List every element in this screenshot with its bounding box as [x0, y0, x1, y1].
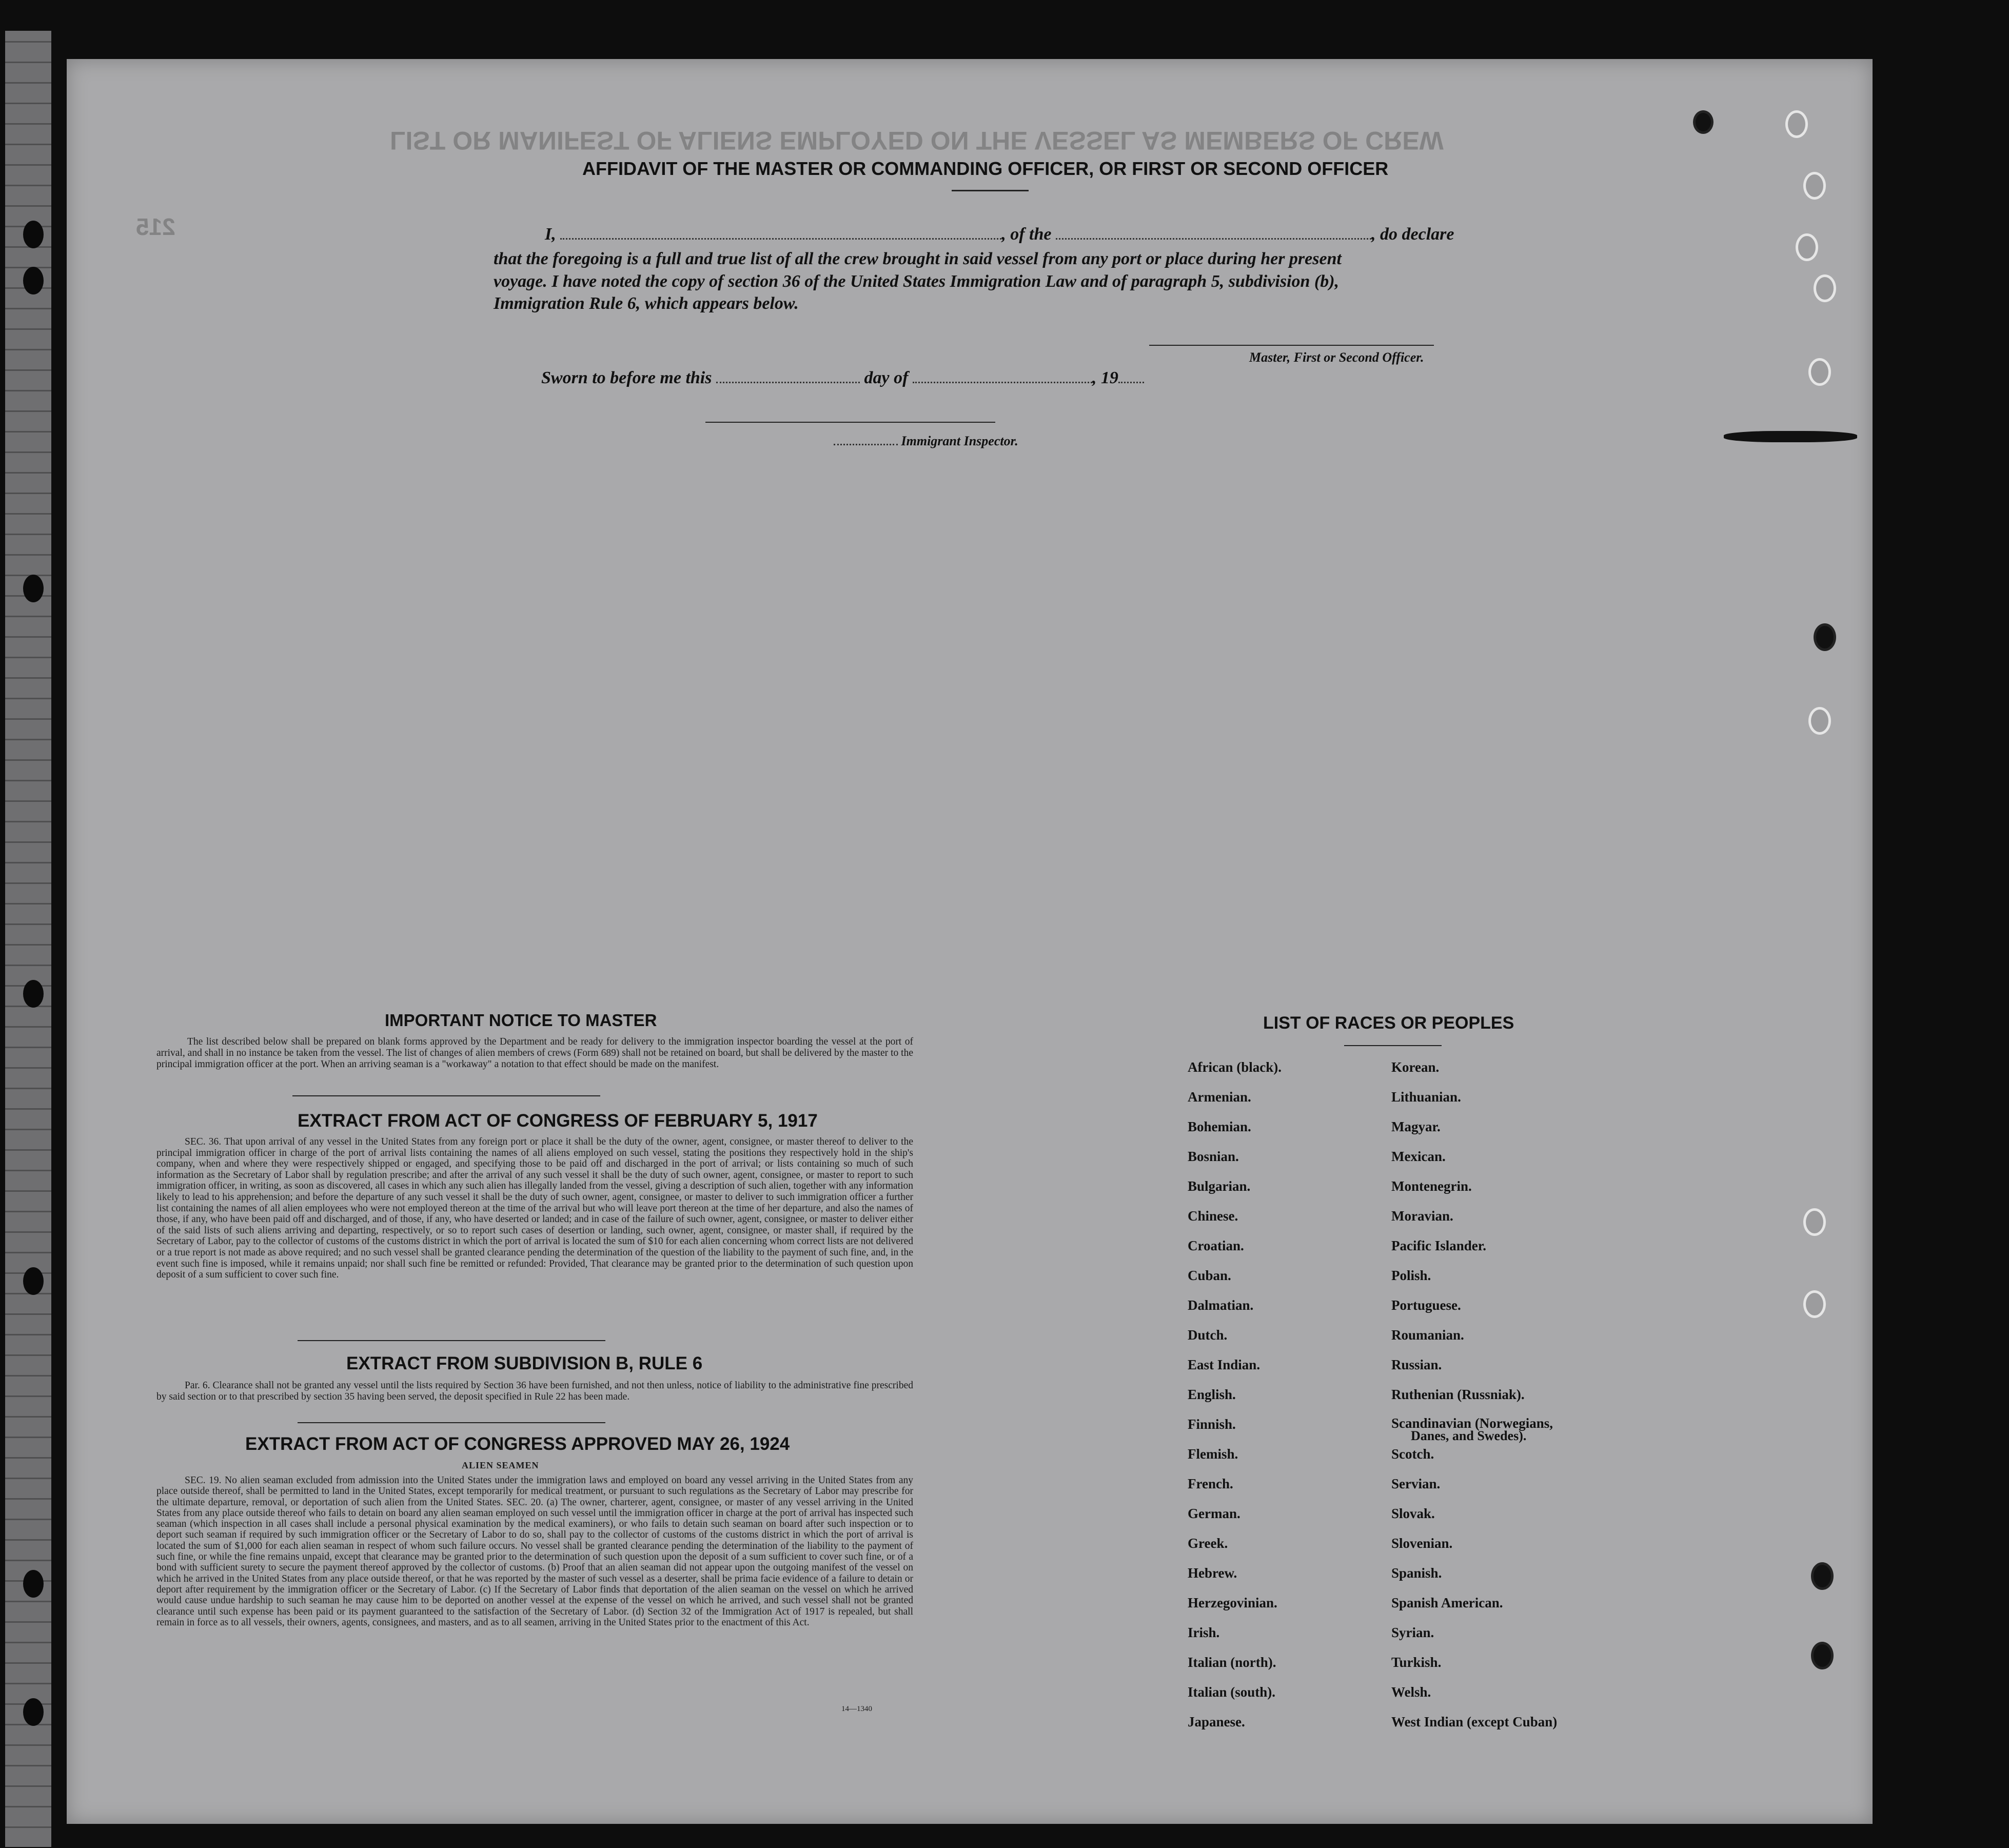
race-item [1391, 1565, 1557, 1595]
races-column-2 [1391, 1059, 1557, 1744]
race-label: Russian. [1391, 1357, 1442, 1372]
race-label: Syrian. [1391, 1625, 1434, 1640]
punch-hole [1808, 707, 1831, 735]
race-label: Irish. [1188, 1625, 1220, 1640]
race-label: Chinese. [1188, 1208, 1238, 1224]
race-label: Slovenian. [1391, 1536, 1453, 1551]
race-label: Mexican. [1391, 1149, 1446, 1164]
binding-hole [23, 267, 44, 294]
section-rule [298, 1422, 605, 1423]
race-label: Croatian. [1188, 1238, 1244, 1253]
affidavit-line-2: that the foregoing is a full and true list of all the crew brought in said vessel from any port or place during her present [494, 249, 1342, 268]
race-label: Pacific Islander. [1391, 1238, 1486, 1253]
race-item [1391, 1238, 1557, 1268]
sworn-line [541, 368, 1144, 388]
race-item [1391, 1595, 1557, 1625]
affidavit-i: I, [545, 225, 556, 244]
year-text: , 19 [1092, 368, 1118, 387]
race-item [1391, 1297, 1557, 1327]
punch-hole [1803, 1290, 1826, 1318]
race-item [1188, 1059, 1282, 1089]
punch-hole [1803, 1208, 1826, 1236]
race-item [1391, 1417, 1557, 1446]
bleed-through-heading: LIST OR MANIFEST OF ALIENS EMPLOYED ON THE VESSEL AS MEMBERS OF CREW [390, 126, 1444, 155]
notice-title: IMPORTANT NOTICE TO MASTER [385, 1011, 657, 1030]
race-label: Slovak. [1391, 1506, 1435, 1521]
race-label: Italian (north). [1188, 1655, 1276, 1670]
inspector-label: Immigrant Inspector. [901, 434, 1018, 448]
affidavit-declare: , do declare [1371, 225, 1454, 244]
punch-hole [1811, 1642, 1834, 1669]
race-item [1188, 1625, 1282, 1655]
race-label: Cuban. [1188, 1268, 1231, 1283]
race-label: Flemish. [1188, 1446, 1238, 1462]
races-title-rule [1344, 1045, 1442, 1046]
binding-hole [23, 1698, 44, 1726]
race-label: Korean. [1391, 1059, 1440, 1075]
extract-1924-text: SEC. 19. No alien seaman excluded from admission into the United States under the immigration laws and employed on board any vessel arriving in the United States from any place outside thereof, shall be permitted to land in the United States, except temporarily for medical treatment, or pursuant to such regulations as the Secretary of Labor may prescribe for the ultimate departure, removal, or deportation of such alien from the United States. SEC. 20. (a) The owner, charterer, agent, consignee, or master of any vessel arriving in the United States from any place outside thereof who fails to detain on board any alien seaman employed on such vessel until the immigration officer in charge at the port of arrival has inspected such seaman (which inspection in all cases shall include a personal physical examination by the medical examiners), or who fails to detain such seaman on board after such inspection or to deport such seaman if required by such immigration officer or the Secretary of Labor to do so, shall pay to the collector of customs of the customs district in which the port of arrival is located the sum of $1,000 for each alien seaman in respect of whom such failure occurs. No vessel shall be granted clearance pending the determination of the liability to the payment of such fine, or while the fine remains unpaid, except that clearance may be granted prior to the determination of such question upon the deposit of a sum sufficient to cover such fine, or of a bond with sufficient surety to secure the payment thereof approved by the collector of customs. (b) Proof that an alien seaman did not appear upon the outgoing manifest of the vessel on which he arrived in the United States from any place outside thereof, or that he was reported by the master of such vessel as a deserter, shall be prima facie evidence of a failure to detain or deport after requirement by the immigration officer or the Secretary of Labor. (c) If the Secretary of Labor finds that deportation of the alien seaman on the vessel on which he arrived would cause undue hardship to such seaman he may cause him to be deported on another vessel at the expense of the vessel on which he arrived, and such vessel shall not be granted clearance until such expense has been paid or its payment guaranteed to the satisfaction of the Secretary of Labor. (d) Section 32 of the Immigration Act of 1917 is repealed, but shall remain in force as to all vessels, their owners, agents, consignees, and masters, and as to all seamen, arriving in the United States prior to the enactment of this Act. [156, 1475, 913, 1628]
race-item [1391, 1536, 1557, 1565]
race-item [1391, 1149, 1557, 1178]
race-item [1188, 1268, 1282, 1297]
punch-hole [1785, 110, 1808, 138]
rule-6-title: EXTRACT FROM SUBDIVISION B, RULE 6 [346, 1353, 703, 1373]
race-label-continued: Danes, and Swedes). [1411, 1428, 1527, 1443]
affidavit-line-3: voyage. I have noted the copy of section 36 of the United States Immigration Law and of paragraph 5, subdivision (b), [494, 272, 1340, 291]
sworn-text: Sworn to before me this [541, 368, 712, 387]
race-label: Bohemian. [1188, 1119, 1251, 1134]
extract-1917-title: EXTRACT FROM ACT OF CONGRESS OF FEBRUARY 5, 1917 [298, 1111, 818, 1131]
punch-hole [1814, 274, 1836, 302]
race-label: Scotch. [1391, 1446, 1434, 1462]
race-label: English. [1188, 1387, 1236, 1402]
race-item [1188, 1208, 1282, 1238]
race-item [1391, 1446, 1557, 1476]
race-item [1188, 1565, 1282, 1595]
race-label: Italian (south). [1188, 1684, 1276, 1700]
punch-hole [1693, 110, 1713, 134]
race-label: Montenegrin. [1391, 1178, 1472, 1194]
title-rule [952, 190, 1029, 191]
race-item [1391, 1476, 1557, 1506]
affidavit-of-the: , of the [1001, 225, 1052, 244]
inspector-label-line [834, 434, 1018, 449]
race-label: Japanese. [1188, 1714, 1245, 1729]
race-item [1188, 1476, 1282, 1506]
sworn-year-blank[interactable] [1118, 369, 1144, 383]
race-label: Ruthenian (Russniak). [1391, 1387, 1525, 1402]
ink-smudge [1724, 431, 1857, 442]
race-label: Roumanian. [1391, 1327, 1464, 1343]
race-item [1188, 1595, 1282, 1625]
extract-1917-text: SEC. 36. That upon arrival of any vessel in the United States from any foreign port or place it shall be the duty of the owner, agent, consignee, or master thereof to deliver to the principal immigration officer in charge of the port of arrival lists containing the names of all aliens employed on such vessel, stating the positions they respectively hold in the ship's company, when and where they were respectively shipped or engaged, and specifying those to be paid off and discharged in the port of arrival; or lists containing so much of such information as the Secretary of Labor shall by regulation prescribe; and after the arrival of any such vessel it shall be the duty of such owner, agent, consignee, or master to report to such immigration officer, in writing, as soon as discovered, all cases in which any such alien has illegally landed from the vessel, giving a description of such alien, together with any information likely to lead to his apprehension; and before the departure of any such vessel it shall be the duty of such owner, agent, consignee, or master to deliver to such immigration officer a further list containing the names of all alien employees who were not employed thereon at the time of the arrival but who will leave port thereon at the time of her departure, and also the names of those, if any, who have been paid off and discharged, and of those, if any, who have deserted or landed; and in case of the failure of such owner, agent, consignee, or master to deliver either of the said lists of such aliens arriving and departing, respectively, or so to report such cases of desertion or landing, such owner, agent, consignee, or master shall, if required by the Secretary of Labor, pay to the collector of customs of the customs district in which the port of arrival is located the sum of $10 for each alien concerning whom correct lists are not delivered or a true report is not made as above required; and no such vessel shall be granted clearance pending the determination of the question of the liability to the payment of such fine, and, in the event such fine is imposed, while it remains unpaid; nor shall such fine be remitted or refunded: Provided, That clearance may be granted prior to the determination of such question upon deposit of a sum sufficient to cover such fine. [156, 1136, 913, 1281]
day-of-text: day of [864, 368, 909, 387]
race-item [1188, 1178, 1282, 1208]
race-item [1188, 1714, 1282, 1744]
punch-hole [1814, 623, 1836, 651]
form-number: 14—1340 [841, 1705, 872, 1713]
binding-hole [23, 575, 44, 602]
race-label: Armenian. [1188, 1089, 1251, 1105]
master-signature-label: Master, First or Second Officer. [1249, 350, 1424, 365]
vessel-blank[interactable] [1056, 226, 1371, 240]
section-rule [298, 1340, 605, 1341]
race-label: Portuguese. [1391, 1297, 1461, 1313]
master-signature-line[interactable] [1149, 345, 1434, 346]
bleed-through-number: 215 [136, 213, 175, 240]
race-item [1188, 1655, 1282, 1684]
race-label: Dalmatian. [1188, 1297, 1254, 1313]
race-label: Bosnian. [1188, 1149, 1239, 1164]
extract-1924-title: EXTRACT FROM ACT OF CONGRESS APPROVED MAY 26, 1924 [245, 1434, 790, 1454]
race-label: Finnish. [1188, 1417, 1236, 1432]
race-label: Servian. [1391, 1476, 1441, 1491]
race-label: Spanish American. [1391, 1595, 1503, 1610]
race-item [1391, 1327, 1557, 1357]
race-item [1188, 1446, 1282, 1476]
inspector-dots [834, 437, 898, 445]
race-item [1391, 1506, 1557, 1536]
affidavit-line-1 [545, 225, 1454, 244]
alien-seamen-subtitle: ALIEN SEAMEN [462, 1460, 539, 1470]
races-title: LIST OF RACES OR PEOPLES [1263, 1013, 1514, 1033]
race-label: African (black). [1188, 1059, 1282, 1075]
race-item [1188, 1327, 1282, 1357]
race-item [1391, 1089, 1557, 1119]
rule-6-text: Par. 6. Clearance shall not be granted any vessel until the lists required by Section 36 have been furnished, and not then unless, notice of liability to the administrative fine prescribed by said section or to that prescribed by section 35 having been served, the deposit specified in Rule 22 has been made. [156, 1380, 913, 1402]
race-item [1188, 1238, 1282, 1268]
sworn-month-blank[interactable] [913, 369, 1092, 383]
race-label: Welsh. [1391, 1684, 1431, 1700]
race-item [1391, 1208, 1557, 1238]
binding-hole [23, 1267, 44, 1295]
race-item [1391, 1684, 1557, 1714]
race-item [1391, 1268, 1557, 1297]
inspector-signature-line[interactable] [705, 422, 995, 423]
races-column-1 [1188, 1059, 1282, 1744]
race-item [1391, 1714, 1557, 1744]
sworn-day-blank[interactable] [716, 369, 860, 383]
race-label: French. [1188, 1476, 1233, 1491]
race-item [1188, 1387, 1282, 1417]
race-label: Polish. [1391, 1268, 1431, 1283]
race-label: Hebrew. [1188, 1565, 1237, 1581]
punch-hole [1803, 172, 1826, 200]
race-label: Dutch. [1188, 1327, 1228, 1343]
race-item [1188, 1536, 1282, 1565]
race-item [1391, 1059, 1557, 1089]
race-label: Magyar. [1391, 1119, 1441, 1134]
race-label: Spanish. [1391, 1565, 1442, 1581]
race-label: Moravian. [1391, 1208, 1453, 1224]
race-item [1391, 1387, 1557, 1417]
affidavit-line-4: Immigration Rule 6, which appears below. [494, 294, 799, 313]
race-label: Scandinavian (Norwegians, [1391, 1416, 1553, 1431]
race-label: Herzegovinian. [1188, 1595, 1277, 1610]
punch-hole [1811, 1562, 1834, 1590]
notice-text: The list described below shall be prepared on blank forms approved by the Department and be ready for delivery to the immigration inspector boarding the vessel at the port of arrival, and shall in no instance be taken from the vessel. The list of changes of alien members of crews (Form 689) shall not be retained on board, but shall be delivered by the master to the principal immigration officer at the port. When an arriving seaman is a "workaway" a notation to that effect should be made on the manifest. [156, 1036, 913, 1070]
race-label: Greek. [1188, 1536, 1228, 1551]
race-item [1188, 1149, 1282, 1178]
race-item [1188, 1119, 1282, 1149]
punch-hole [1796, 233, 1818, 261]
race-item [1188, 1506, 1282, 1536]
race-item [1391, 1655, 1557, 1684]
race-item [1188, 1089, 1282, 1119]
binding-hole [23, 221, 44, 248]
binding-hole [23, 980, 44, 1008]
punch-hole [1808, 358, 1831, 386]
race-item [1188, 1417, 1282, 1446]
race-label: West Indian (except Cuban) [1391, 1714, 1558, 1729]
name-blank[interactable] [560, 226, 1001, 240]
race-label: Lithuanian. [1391, 1089, 1461, 1105]
race-label: Turkish. [1391, 1655, 1442, 1670]
race-label: East Indian. [1188, 1357, 1260, 1372]
race-item [1391, 1357, 1557, 1387]
race-item [1391, 1178, 1557, 1208]
race-item [1188, 1684, 1282, 1714]
binding-hole [23, 1570, 44, 1598]
race-item [1188, 1297, 1282, 1327]
race-item [1391, 1119, 1557, 1149]
affidavit-title: AFFIDAVIT OF THE MASTER OR COMMANDING OFFICER, OR FIRST OR SECOND OFFICER [582, 158, 1389, 179]
race-label: Bulgarian. [1188, 1178, 1251, 1194]
race-item [1188, 1357, 1282, 1387]
race-item [1391, 1625, 1557, 1655]
race-label: German. [1188, 1506, 1240, 1521]
section-rule [292, 1095, 600, 1096]
